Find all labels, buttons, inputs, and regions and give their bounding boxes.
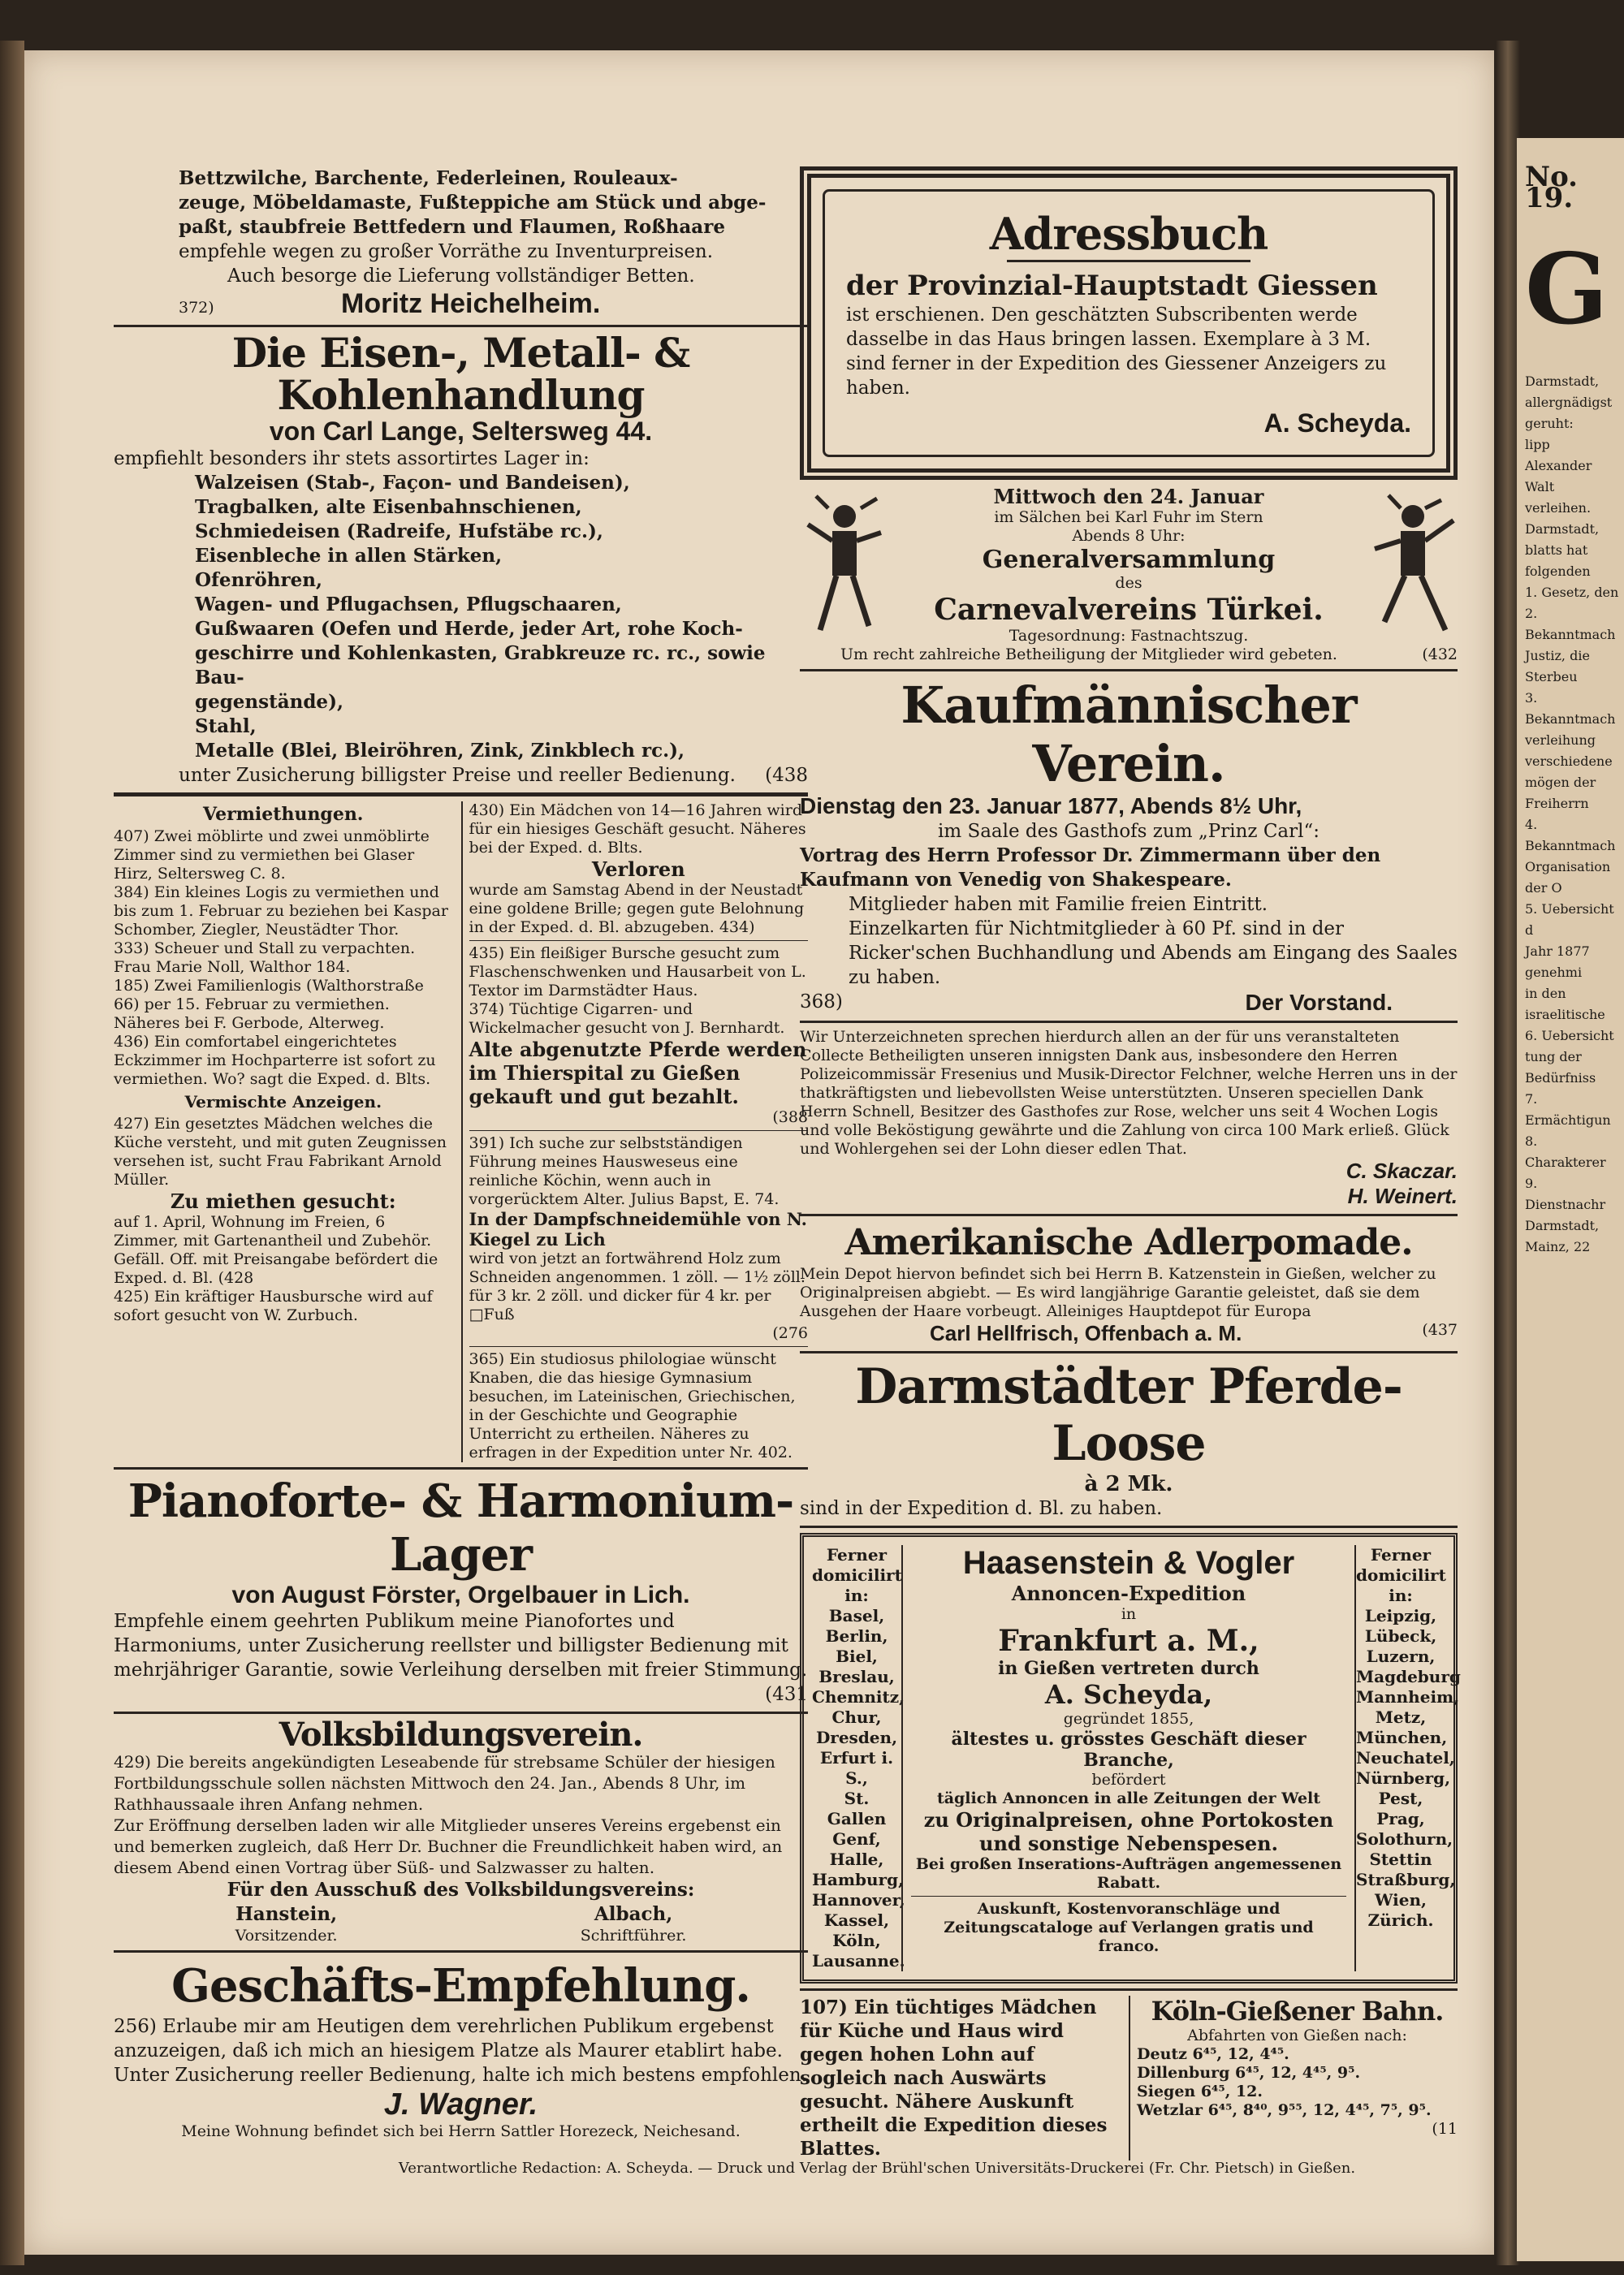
small-ads-left bbox=[114, 801, 453, 1462]
event-date: Mittwoch den 24. Januar bbox=[993, 485, 1264, 508]
ad-body: Empfehle einem geehrten Publikum meine Pianofortes und Harmoniums, unter Zusicherung reellster und billigster Bedienung mit mehrjähriger Garantie, sowie Verleihung derselben mit freier Stimmung. bbox=[114, 1611, 808, 1681]
small-ads-area bbox=[114, 801, 808, 1462]
ad-sub: Abfahrten von Gießen nach: bbox=[1187, 2027, 1407, 2044]
city-name: Hannover, bbox=[812, 1890, 905, 1910]
next-page-line: Organisation der O bbox=[1525, 859, 1611, 896]
city-name: Wien, bbox=[1375, 1890, 1427, 1910]
next-page-lines bbox=[1525, 371, 1621, 1258]
next-page-line: lipp Alexander Walt bbox=[1525, 437, 1592, 494]
city-name: Berlin, bbox=[825, 1626, 888, 1646]
ad-title: Adressbuch bbox=[989, 208, 1268, 260]
product-item: Ofenröhren, bbox=[195, 569, 322, 591]
city-name: Hamburg, bbox=[812, 1870, 905, 1889]
hv-info: Auskunft, Kostenvoranschläge und Zeitungscataloge auf Verlangen gratis und franco. bbox=[944, 1900, 1314, 1955]
cities-right bbox=[1356, 1545, 1461, 1971]
small-ad: 391) Ich suche zur selbstständigen Führung meines Hausweseus eine reinliche Köchin, wenn auch in vorgerücktem Alter. Julius Bapst, E. 74. bbox=[469, 1134, 780, 1208]
next-page-number: No. 19. bbox=[1525, 161, 1578, 214]
next-page-line: in den israelitische bbox=[1525, 986, 1605, 1022]
ad-piano bbox=[114, 1474, 808, 1707]
city-name: Metz, bbox=[1375, 1707, 1427, 1727]
hv-city: Frankfurt a. M., bbox=[998, 1624, 1259, 1658]
small-ad: 333) Scheuer und Stall zu verpachten. Frau Marie Noll, Walthor 184. bbox=[114, 939, 416, 976]
city-name: Biel, bbox=[836, 1647, 878, 1666]
small-ad: 374) Tüchtige Cigarren- und Wickelmacher gesucht von J. Bernhardt. bbox=[469, 1000, 785, 1037]
right-column bbox=[800, 166, 1461, 2161]
ad1-line: empfehle wegen zu großer Vorräthe zu Inventurpreisen. bbox=[179, 241, 714, 262]
city-name: Erfurt i. S., bbox=[819, 1748, 894, 1788]
product-item: Metalle (Blei, Bleiröhren, Zink, Zinkblech rc.), bbox=[195, 740, 685, 762]
hv-sub: Annoncen-Expedition bbox=[1011, 1582, 1246, 1605]
next-page-strip bbox=[1517, 138, 1624, 2261]
ad1-line: Bettzwilche, Barchente, Federleinen, Rouleaux- bbox=[179, 167, 678, 189]
city-name: St. Gallen bbox=[827, 1789, 887, 1828]
ad-number: (438 bbox=[765, 765, 808, 786]
city-name: Pest, bbox=[1378, 1789, 1423, 1808]
next-page-line: 6. Uebersicht bbox=[1525, 1028, 1614, 1043]
product-item: Stahl, bbox=[195, 715, 257, 737]
product-list bbox=[114, 471, 808, 763]
city-name: Chemnitz, bbox=[812, 1687, 905, 1707]
next-page-line: Mainz, 22 bbox=[1525, 1239, 1591, 1254]
next-page-line: 7. Ermächtigun bbox=[1525, 1091, 1611, 1128]
ad-title: Die Eisen-, Metall- & Kohlenhandlung bbox=[231, 329, 690, 419]
signer-name: Hanstein, bbox=[235, 1903, 338, 1925]
city-name: Lübeck, bbox=[1364, 1626, 1437, 1646]
hv-claim: ältestes u. grösstes Geschäft dieser Branche, bbox=[951, 1729, 1307, 1771]
city-name: Magdeburg bbox=[1356, 1667, 1461, 1686]
product-item: Wagen- und Pflugachsen, Pflugschaaren, bbox=[195, 594, 622, 615]
imprint: Verantwortliche Redaction: A. Scheyda. — Druck und Verlag der Brühl'schen Universitäts-Druckerei (Fr. Chr. Pietsch) in Gießen. bbox=[398, 2160, 1356, 2177]
company-name: Haasenstein & Vogler bbox=[962, 1545, 1295, 1581]
ad-title: Geschäfts-Empfehlung. bbox=[171, 1959, 750, 2013]
small-ad: 425) Ein kräftiger Hausbursche wird auf sofort gesucht von W. Zurbuch. bbox=[114, 1288, 433, 1324]
ad-body: 107) Ein tüchtiges Mädchen für Küche und Haus wird gegen hohen Lohn auf sogleich nach Auswärts gesucht. Nähere Auskunft ertheilt die Expedition dieses Blattes. bbox=[800, 1997, 1108, 2160]
small-ad-text: wurde am Samstag Abend in der Neustadt eine goldene Brille; gegen gute Belohnung in der Exped. d. Bl. abzugeben. 434) bbox=[469, 881, 805, 936]
ad-address: Meine Wohnung befindet sich bei Herrn Sattler Horezeck, Neichesand. bbox=[181, 2122, 741, 2140]
mill-heading: In der Dampfschneidemühle von N. Kiegel zu Lich bbox=[469, 1209, 807, 1250]
event-club: Carnevalvereins Türkei. bbox=[934, 593, 1324, 627]
ad-subtitle: von August Förster, Orgelbauer in Lich. bbox=[231, 1582, 690, 1608]
hv-founded: gegründet 1855, bbox=[1063, 1710, 1194, 1728]
small-ad: 435) Ein fleißiger Bursche gesucht zum Flaschenschwenken und Hausarbeit von L. Textor im Darmstädter Haus. bbox=[469, 944, 806, 999]
city-name: Zürich. bbox=[1367, 1910, 1434, 1930]
city-name: Prag, bbox=[1376, 1809, 1425, 1828]
signature-heading: Für den Ausschuß des Volksbildungsvereins: bbox=[227, 1879, 695, 1901]
ad-number: (431 bbox=[765, 1684, 808, 1705]
hv-claim: täglich Annoncen in alle Zeitungen der Welt bbox=[936, 1789, 1321, 1807]
ad-maid bbox=[800, 1996, 1121, 2161]
section-heading: Verloren bbox=[591, 857, 685, 881]
ad-body: sind in der Expedition d. Bl. zu haben. bbox=[800, 1498, 1163, 1519]
ad-volksbildung bbox=[114, 1716, 808, 1945]
signature: Der Vorstand. bbox=[1245, 990, 1393, 1015]
signer-role: Vorsitzender. bbox=[235, 1927, 338, 1945]
small-ad: 427) Ein gesetztes Mädchen welches die Küche versteht, und mit guten Zeugnissen versehen ist, sucht Frau Fabrikant Arnold Müller. bbox=[114, 1115, 447, 1189]
city-name: Halle, bbox=[829, 1850, 884, 1869]
next-page-line: verleihen. bbox=[1525, 500, 1592, 516]
advertiser-name: J. Wagner. bbox=[383, 2087, 538, 2122]
jester-illustration-right bbox=[1368, 492, 1458, 638]
ad-price: à 2 Mk. bbox=[1084, 1472, 1173, 1496]
event-place: im Saale des Gasthofs zum „Prinz Carl“: bbox=[937, 821, 1320, 842]
next-page-line: Darmstadt, bbox=[1525, 373, 1600, 389]
hv-sub: in Gießen vertreten durch bbox=[998, 1658, 1259, 1679]
ad1-line: paßt, staubfreie Bettfedern und Flaumen, Roßhaare bbox=[179, 216, 725, 238]
next-page-line: verleihung verschiedene bbox=[1525, 732, 1613, 769]
ad-geschaeft bbox=[114, 1958, 808, 2141]
next-page-line: 1. Gesetz, den bbox=[1525, 585, 1619, 600]
small-ad: 384) Ein kleines Logis zu vermiethen und bis zum 1. Februar zu beziehen bei Kaspar Schomber, Ziegler, Neustädter Thor. bbox=[114, 883, 448, 939]
signature: Carl Hellfrisch, Offenbach a. M. bbox=[930, 1321, 1242, 1345]
hv-claim: Bei großen Inserations-Aufträgen angemessenen Rabatt. bbox=[915, 1855, 1342, 1892]
next-page-line: 4. Bekanntmach bbox=[1525, 817, 1616, 853]
ad-body: ist erschienen. Den geschätzten Subscribenten werde dasselbe in das Haus bringen lassen. Exemplare à 3 M. sind ferner in der Expedition des Giessener Anzeigers zu haben. bbox=[846, 304, 1387, 399]
book-edge-left bbox=[0, 41, 24, 2265]
event-time: Abends 8 Uhr: bbox=[1072, 527, 1186, 545]
timetable-row: Deutz 6⁴⁵, 12, 4⁴⁵. bbox=[1137, 2045, 1289, 2063]
next-page-line: Darmstadt, bbox=[1525, 521, 1600, 537]
hv-sub: in bbox=[1121, 1605, 1137, 1623]
hv-rep: A. Scheyda, bbox=[1044, 1679, 1213, 1710]
ad-intro: empfiehlt besonders ihr stets assortirtes Lager in: bbox=[114, 448, 590, 469]
ad-kaufmaennisch bbox=[800, 676, 1458, 1016]
ad-number: 368) bbox=[800, 991, 843, 1012]
ad-body: Wir Unterzeichneten sprechen hierdurch allen an der für uns veranstalteten Collecte Betheiligten unseren innigsten Dank aus, insbesondere den Herren Polizeicommissär Fresenius und Musik-Director Felchner, welche Herren uns in der thatkräftigsten und liebevollsten Weise unterstützten. Unseren speciellen Dank Herrn Schnell, Besitzer des Gasthofes zur Rose, welcher uns seit 4 Wochen Logis und volle Beköstigung gewährte und die Zahlung von circa 100 Mark erließ. Glück und Wohlergehen sei der Lohn dieser edlen That. bbox=[800, 1028, 1458, 1158]
city-name: Kassel, bbox=[823, 1910, 890, 1930]
timetable-row: Dillenburg 6⁴⁵, 12, 4⁴⁵, 9⁵. bbox=[1137, 2064, 1361, 2082]
city-name: Genf, bbox=[832, 1829, 881, 1849]
next-page-line: 5. Uebersicht d bbox=[1525, 901, 1614, 938]
product-item: Eisenbleche in allen Stärken, bbox=[195, 545, 503, 567]
jester-illustration-left bbox=[800, 492, 889, 638]
ad-subtitle: der Provinzial-Hauptstadt Giessen bbox=[846, 270, 1378, 302]
next-page-line: 9. Dienstnachr bbox=[1525, 1176, 1606, 1212]
small-ad: 185) Zwei Familienlogis (Walthorstraße 66) per 15. Februar zu vermiethen. Näheres bei F. Gerbode, Alterweg. bbox=[114, 977, 424, 1032]
signer-name: Albach, bbox=[594, 1903, 673, 1925]
ad-pferdeloose bbox=[800, 1358, 1458, 1521]
left-column bbox=[114, 166, 808, 2141]
city-name: München, bbox=[1356, 1728, 1448, 1747]
next-page-line: 8. Charakterer bbox=[1525, 1133, 1606, 1170]
section-heading: Zu miethen gesucht: bbox=[170, 1189, 396, 1213]
event-title: Generalversammlung bbox=[982, 546, 1276, 574]
city-name: Dresden, bbox=[815, 1728, 898, 1747]
next-page-line: Darmstadt, bbox=[1525, 1218, 1600, 1233]
next-page-line: 2. Bekanntmach bbox=[1525, 606, 1616, 642]
city-name: Neuchatel, bbox=[1356, 1748, 1455, 1768]
ad-number: 372) bbox=[179, 299, 214, 317]
next-page-line: tung der Bedürfniss bbox=[1525, 1049, 1596, 1086]
signature: C. Skaczar. bbox=[1345, 1159, 1458, 1183]
city-name: Solothurn, bbox=[1356, 1829, 1453, 1849]
ad-heichelheim bbox=[114, 166, 808, 320]
ad-eisenhandlung bbox=[114, 329, 808, 788]
ad-subtitle: von Carl Lange, Seltersweg 44. bbox=[269, 417, 653, 446]
section-heading: Vermischte Anzeigen. bbox=[184, 1092, 382, 1112]
small-ad: 407) Zwei möblirte und zwei unmöblirte Zimmer sind zu vermiethen bei Glaser Hirz, Seltersweg C. 8. bbox=[114, 827, 430, 883]
city-name: Straßburg, bbox=[1356, 1870, 1456, 1889]
ad-adressbuch bbox=[800, 166, 1458, 480]
signer-role: Schriftführer. bbox=[580, 1927, 687, 1945]
ad1-line: zeuge, Möbeldamaste, Fußteppiche am Stück und abge- bbox=[179, 192, 767, 214]
ad-title: Pianoforte- & Harmonium-Lager bbox=[127, 1474, 794, 1582]
city-name: Nürnberg, bbox=[1356, 1768, 1451, 1788]
hv-claim: befördert bbox=[1091, 1771, 1166, 1789]
signature: H. Weinert. bbox=[1347, 1184, 1458, 1208]
city-name: Köln, bbox=[832, 1931, 881, 1950]
hv-main bbox=[901, 1545, 1356, 1971]
ad-title: Köln-Gießener Bahn. bbox=[1151, 1996, 1444, 2027]
ad-number: (388 bbox=[772, 1108, 808, 1126]
city-name: Basel, bbox=[828, 1606, 885, 1625]
mill-text: wird von jetzt an fortwährend Holz zum Schneiden angenommen. 1 zöll. — 1½ zöll. für 3 kr. 2 zöll. und dicker für 4 kr. per □Fuß bbox=[469, 1250, 806, 1323]
event-agenda: Tagesordnung: Fastnachtszug. bbox=[1009, 627, 1249, 645]
small-ad: auf 1. April, Wohnung im Freien, 6 Zimmer, mit Gartenantheil und Zubehör. Gefäll. Off. mit Preisangabe befördert die Exped. d. Bl. (428 bbox=[114, 1213, 438, 1287]
ad-adlerpomade bbox=[800, 1221, 1458, 1346]
ad-carneval bbox=[800, 485, 1458, 645]
small-ads-right bbox=[461, 801, 809, 1462]
next-page-line: Jahr 1877 genehmi bbox=[1525, 943, 1590, 980]
ad-title: Kaufmännischer Verein. bbox=[901, 676, 1357, 793]
bottom-ads bbox=[800, 1996, 1458, 2161]
advertiser-name: Moritz Heichelheim. bbox=[341, 288, 601, 319]
product-item: geschirre und Kohlenkasten, Grabkreuze rc. rc., sowie Bau- bbox=[195, 642, 766, 689]
masthead-fragment: G bbox=[1525, 232, 1609, 347]
ad-closing: unter Zusicherung billigster Preise und reeller Bedienung. bbox=[179, 765, 736, 786]
product-item: Gußwaaren (Oefen und Herde, jeder Art, rohe Koch- bbox=[195, 618, 743, 640]
ad-bahn bbox=[1129, 1996, 1458, 2161]
ad-dank bbox=[800, 1028, 1458, 1209]
event-talk: Vortrag des Herrn Professor Dr. Zimmermann über den Kaufmann von Venedig von Shakespeare. bbox=[800, 844, 1381, 891]
section-heading: Vermiethungen. bbox=[203, 804, 364, 825]
event-note: Einzelkarten für Nichtmitglieder à 60 Pf. sind in der Ricker'schen Buchhandlung und Abends am Eingang des Saales zu haben. bbox=[849, 918, 1458, 988]
event-note: Um recht zahlreiche Betheiligung der Mitglieder wird gebeten. bbox=[840, 645, 1337, 663]
ad1-line: Auch besorge die Lieferung vollständiger Betten. bbox=[227, 265, 695, 287]
city-name: Luzern, bbox=[1366, 1647, 1436, 1666]
city-name: Chur, bbox=[831, 1707, 882, 1727]
city-name: Stettin bbox=[1369, 1850, 1432, 1869]
ad-haasenstein bbox=[800, 1533, 1461, 1984]
event-des: des bbox=[1115, 574, 1142, 592]
product-item: Walzeisen (Stab-, Façon- und Bandeisen), bbox=[195, 472, 630, 494]
next-page-line: mögen der Freiherrn bbox=[1525, 775, 1596, 811]
small-ad: 430) Ein Mädchen von 14—16 Jahren wird für ein hiesiges Geschäft gesucht. Näheres bei der Exped. d. Blts. bbox=[469, 801, 806, 857]
next-page-line: allergnädigst geruht: bbox=[1525, 395, 1613, 431]
small-ad: 365) Ein studiosus philologiae wünscht Knaben, die das hiesige Gymnasium besuchen, im Lateinischen, Griechischen, in der Geschichte und Geographie Unterricht zu ertheilen. Näheres zu erfragen in der Expedition unter Nr. 402. bbox=[469, 1350, 796, 1461]
city-name: Mannheim, bbox=[1356, 1687, 1460, 1707]
next-page-line: Justiz, die Sterbeu bbox=[1525, 648, 1590, 684]
ad-body: Mein Depot hiervon befindet sich bei Herrn B. Katzenstein in Gießen, welcher zu Originalpreisen abgiebt. — Es wird langjährige Garantie geleistet, daß sie dem Ausgehen der Haare vorbeugt. Alleiniges Hauptdepot für Europa bbox=[800, 1265, 1436, 1320]
product-item: gegenstände), bbox=[195, 691, 343, 713]
cities-heading: Ferner domicilirt in: bbox=[812, 1545, 902, 1605]
next-page-line: blatts hat folgenden bbox=[1525, 542, 1591, 579]
event-date: Dienstag den 23. Januar 1877, Abends 8½ Uhr, bbox=[800, 793, 1302, 818]
horses-ad: Alte abgenutzte Pferde werden im Thierspital zu Gießen gekauft und gut bezahlt. bbox=[469, 1038, 807, 1108]
product-item: Schmiedeisen (Radreife, Hufstäbe rc.), bbox=[195, 520, 603, 542]
city-name: Breslau, bbox=[818, 1667, 895, 1686]
cities-left bbox=[812, 1545, 905, 1971]
hv-claim: zu Originalpreisen, ohne Portokosten und sonstige Nebenspesen. bbox=[923, 1808, 1334, 1855]
ad-body: Zur Eröffnung derselben laden wir alle Mitglieder unseres Vereins ergebenst ein und bemerken zugleich, daß Herr Dr. Buchner die Freundlichkeit haben wird, an diesem Abend einen Vortrag über Süß- und Salzwasser zu halten. bbox=[114, 1815, 783, 1877]
ad-number: (276 bbox=[772, 1324, 808, 1342]
ad-number: (437 bbox=[1422, 1321, 1458, 1339]
ad-body: 429) Die bereits angekündigten Leseabende für strebsame Schüler der hiesigen Fortbildungsschule sollen nächsten Mittwoch den 24. Jan., Abends 8 Uhr, im Rathhaussaale ihren Anfang nehmen. bbox=[114, 1752, 775, 1814]
cities-heading: Ferner domicilirt in: bbox=[1356, 1545, 1446, 1605]
product-item: Tragbalken, alte Eisenbahnschienen, bbox=[195, 496, 582, 518]
small-ad: 436) Ein comfortabel eingerichtetes Eckzimmer im Hochparterre ist sofort zu vermiethen. Wo? sagt die Exped. d. Blts. bbox=[114, 1033, 436, 1088]
ad-title: Amerikanische Adlerpomade. bbox=[844, 1222, 1413, 1263]
ad-title: Darmstädter Pferde-Loose bbox=[855, 1358, 1402, 1472]
ad-number: (11 bbox=[1432, 2120, 1458, 2138]
city-name: Leipzig, bbox=[1364, 1606, 1437, 1625]
ad-number: (432 bbox=[1422, 645, 1458, 663]
timetable-row: Siegen 6⁴⁵, 12. bbox=[1137, 2083, 1263, 2100]
timetable-row: Wetzlar 6⁴⁵, 8⁴⁰, 9⁵⁵, 12, 4⁴⁵, 7⁵, 9⁵. bbox=[1137, 2101, 1432, 2119]
next-page-line: 3. Bekanntmach bbox=[1525, 690, 1616, 727]
ad-body: 256) Erlaube mir am Heutigen dem verehrlichen Publikum ergebenst anzuzeigen, daß ich mich an hiesigem Platze als Maurer etablirt habe. Unter Zusicherung reeller Bedienung, halte ich mich bestens empfohlen. bbox=[114, 2016, 808, 2086]
ad-title: Volksbildungsverein. bbox=[279, 1716, 643, 1754]
event-note: Mitglieder haben mit Familie freien Eintritt. bbox=[849, 894, 1268, 915]
advertiser-name: A. Scheyda. bbox=[1263, 408, 1411, 438]
city-name: Lausanne. bbox=[812, 1951, 905, 1971]
event-place: im Sälchen bei Karl Fuhr im Stern bbox=[994, 508, 1263, 526]
